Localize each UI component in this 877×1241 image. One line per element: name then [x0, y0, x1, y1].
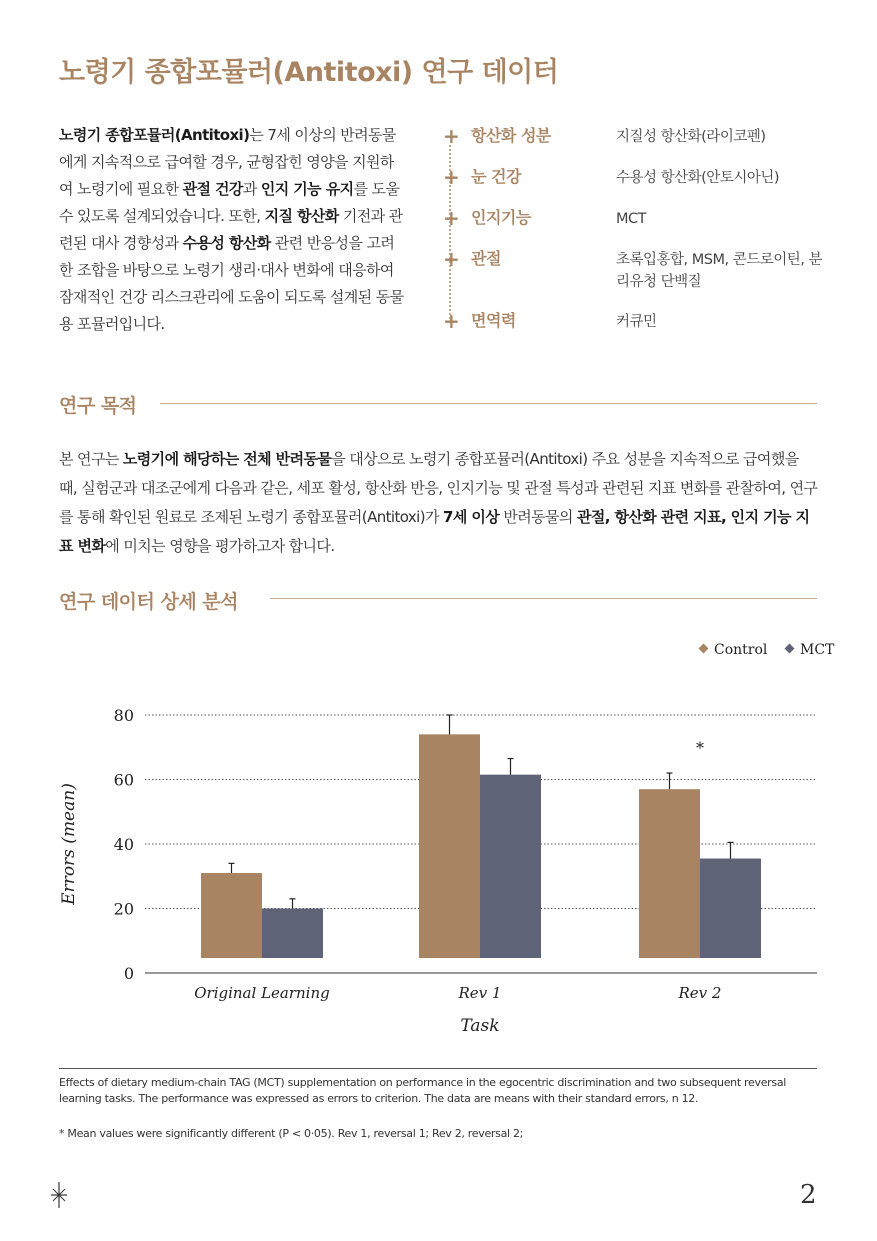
y-tick-label: 80: [113, 706, 134, 725]
ingredient-name: 면역력: [471, 311, 516, 330]
bar-layer: [201, 715, 761, 958]
section-heading-analysis: 연구 데이터 상세 분석: [59, 591, 239, 613]
legend-marker: [699, 644, 709, 654]
y-tick-label: 60: [113, 770, 134, 790]
intro-text: 관련 반응성을 고려한 조합을 바탕으로 노령기 생리·대사 변화에 대응하여 잠재적인 건강 리스크관리에 도움이 되도록 설계된 동물용 포뮬러입니다.: [59, 234, 404, 333]
bar-chart: [0, 630, 877, 1050]
y-tick-label: 0: [123, 964, 134, 983]
y-tick-label: 20: [113, 899, 134, 919]
figure-footnote: * Mean values were significantly different (P < 0·05). Rev 1, reversal 1; Rev 2, reversal 2;: [59, 1127, 524, 1140]
significance-marker: *: [696, 738, 704, 758]
section-divider: [160, 403, 817, 404]
legend-label: MCT: [800, 642, 835, 658]
ingredient-value: 수용성 항산화(안토시아닌): [616, 170, 779, 186]
page-number: 2: [800, 1180, 817, 1210]
purpose-highlight: 관절, 항산화 관련 지표, 인지 기능 지표 변화: [59, 508, 810, 555]
plus-icon: +: [443, 206, 460, 230]
ingredient-name: 관절: [471, 249, 501, 268]
x-tick-label: Original Learning: [194, 984, 330, 1002]
y-axis-title: Errors (mean): [59, 783, 79, 905]
figure-caption: Effects of dietary medium-chain TAG (MCT) supplementation on performance in the egocentric discrimination and two subsequent reversal learning tasks. The performance was expressed as errors to criterion. The data are means with their standard errors, n 12.: [59, 1076, 787, 1105]
intro-text: 기전과 관련된 대사 경향성과: [59, 207, 403, 252]
legend-label: Control: [714, 642, 768, 658]
bar-control: [201, 873, 262, 958]
x-axis-title: Task: [460, 1016, 500, 1036]
intro-text: 과: [242, 180, 261, 198]
bar-control: [639, 789, 700, 958]
plus-icon: +: [443, 124, 460, 148]
plus-icon: +: [443, 165, 460, 189]
purpose-text: 을 대상으로 노령기 종합포뮬러(Antitoxi) 주요 성분을 지속적으로 급여했을 때, 실험군과 대조군에게 다음과 같은, 세포 활성, 항산화 반응, 인지기능 및 관절 특성과 관련된 지표 변화를 관찰하여, 연구를 통해 확인된 원료로 조제된 노령기 종합포뮬러(Antitoxi)가: [59, 450, 818, 526]
legend-marker: [785, 644, 795, 654]
purpose-text: 에 미치는 영향을 평가하고자 합니다.: [105, 537, 335, 555]
intro-highlight: 수용성 항산화: [182, 234, 271, 252]
x-tick-label: Rev 2: [678, 984, 722, 1002]
purpose-highlight: 노령기에 해당하는 전체 반려동물: [122, 450, 332, 468]
purpose-text: 반려동물의: [499, 508, 577, 526]
bar-mct: [480, 775, 541, 958]
bar-mct: [262, 909, 323, 959]
plus-icon: +: [443, 309, 460, 333]
intro-text: 를 도울 수 있도록 설계되었습니다. 또한,: [59, 180, 400, 225]
sparkle-star-icon: [49, 1180, 69, 1210]
intro-paragraph: [59, 122, 404, 338]
purpose-paragraph: [59, 445, 819, 561]
intro-highlight: 관절 건강: [182, 180, 243, 198]
ingredient-name: 인지기능: [471, 208, 531, 227]
intro-text: 는 7세 이상의 반려동물에게 지속적으로 급여할 경우, 균형잡힌 영양을 지원하여 노령기에 필요한: [59, 126, 396, 198]
plus-icon: +: [443, 247, 460, 271]
bar-control: [419, 734, 480, 958]
ingredient-value: 커큐민: [616, 314, 657, 330]
ingredient-value: MCT: [616, 211, 646, 227]
intro-highlight: 인지 기능 유지: [260, 180, 354, 198]
section-heading-purpose: 연구 목적: [59, 395, 137, 417]
caption-divider: [59, 1068, 817, 1069]
ingredient-value: 초록입홍합, MSM, 콘드로이틴, 분리유청 단백질: [616, 252, 822, 290]
ingredient-name: 눈 건강: [471, 167, 521, 186]
x-tick-label: Rev 1: [458, 984, 502, 1002]
page-title: 노령기 종합포뮬러(Antitoxi) 연구 데이터: [59, 57, 559, 88]
ingredient-name: 항산화 성분: [471, 126, 551, 145]
bar-mct: [700, 859, 761, 958]
section-divider: [270, 598, 817, 599]
intro-highlight: 지질 항산화: [264, 207, 339, 225]
ingredient-value: 지질성 항산화(라이코펜): [616, 129, 766, 145]
intro-product-name: 노령기 종합포뮬러(Antitoxi): [59, 126, 250, 144]
purpose-highlight: 7세 이상: [443, 508, 500, 526]
y-tick-label: 40: [113, 835, 134, 854]
purpose-text: 본 연구는: [59, 450, 123, 468]
